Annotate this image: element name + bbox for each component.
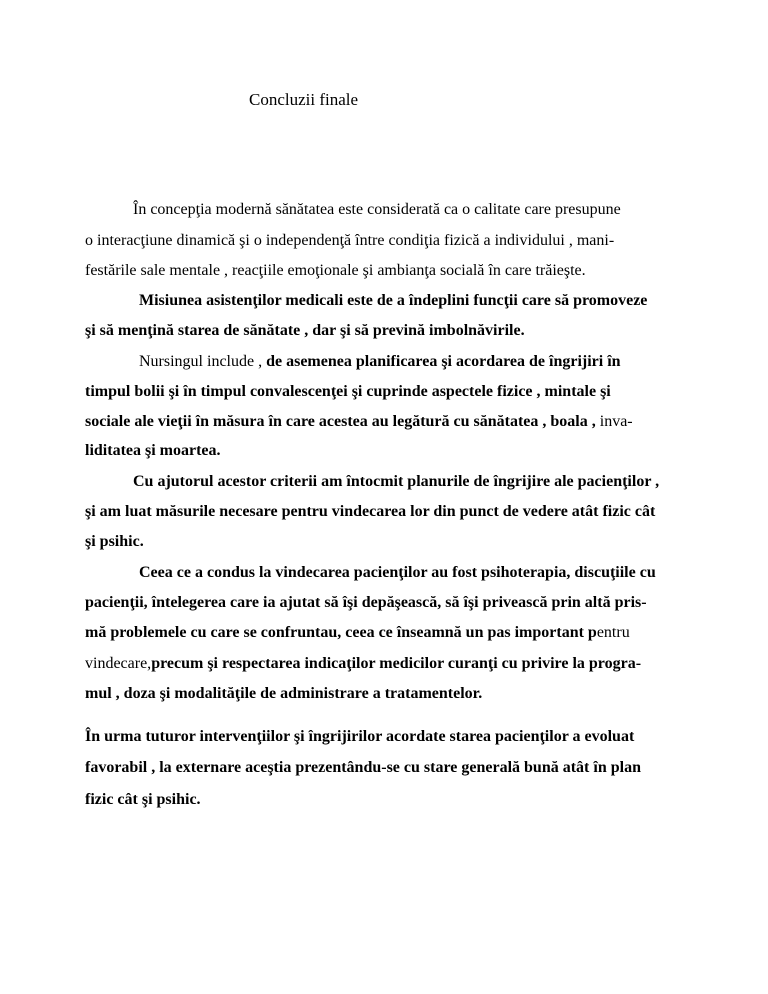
paragraph-line: [85, 412, 633, 432]
paragraph-line: [85, 623, 630, 643]
text-run: sociale ale vieţii în măsura în care acestea au legătură cu sănătatea , boala ,: [85, 413, 600, 430]
paragraph-line: [85, 654, 641, 674]
paragraph-line: pacienţii, întelegerea care ia ajutat să îşi depăşească, să îşi privească prin altă pris-: [85, 594, 647, 611]
text-run: Nursingul include ,: [139, 353, 267, 370]
paragraph-line: festările sale mentale , reacţiile emoţionale şi ambianţa socială în care trăieşte.: [85, 262, 586, 279]
paragraph-line: timpul bolii şi în timpul convalescenţei şi cuprinde aspectele fizice , mintale şi: [85, 383, 611, 400]
paragraph-line: liditatea şi moartea.: [85, 442, 221, 459]
paragraph-line: În concepţia modernă sănătatea este considerată ca o calitate care presupune: [133, 201, 621, 218]
paragraph-line: fizic cât şi psihic.: [85, 791, 201, 808]
text-run: entru: [596, 624, 630, 641]
text-run: de asemenea planificarea şi acordarea de îngrijiri în: [266, 353, 621, 370]
paragraph-line: [139, 352, 621, 372]
paragraph-line: şi psihic.: [85, 533, 144, 550]
paragraph-line: Ceea ce a condus la vindecarea pacienţilor au fost psihoterapia, discuţiile cu: [139, 564, 656, 581]
paragraph-line: Misiunea asistenţilor medicali este de a îndeplini funcţii care să promoveze: [139, 292, 648, 309]
paragraph-line: şi am luat măsurile necesare pentru vindecarea lor din punct de vedere atât fizic cât: [85, 503, 656, 520]
paragraph-line: În urma tuturor intervenţiilor şi îngrijirilor acordate starea pacienţilor a evoluat: [85, 728, 635, 745]
paragraph-line: şi să menţină starea de sănătate , dar şi să prevină imbolnăvirile.: [85, 322, 525, 339]
paragraph-line: Cu ajutorul acestor criterii am întocmit planurile de îngrijire ale pacienţilor ,: [133, 473, 660, 490]
text-run: vindecare,: [85, 655, 152, 672]
paragraph-line: favorabil , la externare aceştia prezentându-se cu stare generală bună atât în plan: [85, 759, 641, 776]
paragraph-line: mul , doza şi modalităţile de administrare a tratamentelor.: [85, 685, 483, 702]
paragraph-line: o interacţiune dinamică şi o independenţă între condiţia fizică a individului , mani-: [85, 232, 615, 249]
page-title: Concluzii finale: [249, 90, 359, 109]
text-run: mă problemele cu care se confruntau, ceea ce înseamnă un pas important p: [85, 624, 597, 641]
text-run: precum şi respectarea indicaţilor medicilor curanţi cu privire la progra-: [151, 655, 642, 672]
text-run: inva-: [599, 413, 633, 430]
